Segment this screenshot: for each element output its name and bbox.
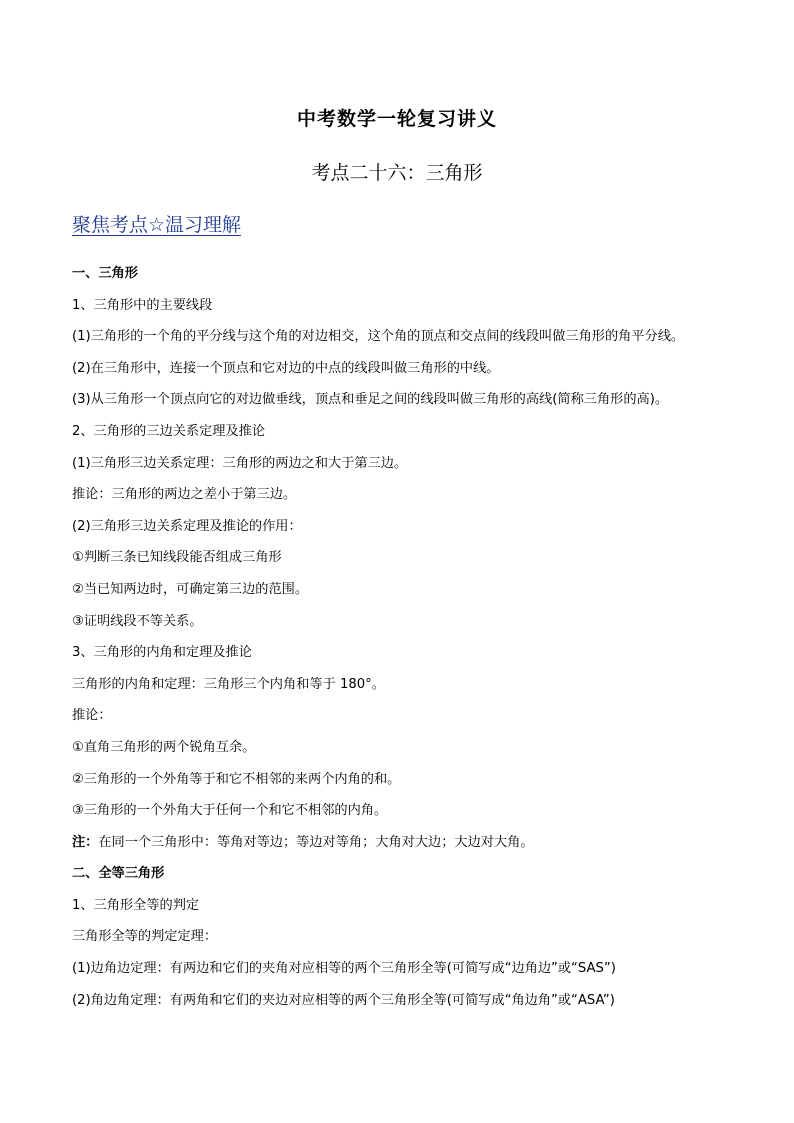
body-line: ③证明线段不等关系。: [72, 613, 203, 629]
document-body: [72, 258, 732, 1016]
section-title: 二、全等三角形: [72, 866, 165, 882]
body-line: 3、三角形的内角和定理及推论: [72, 645, 252, 661]
note-prefix: 注：: [72, 834, 99, 850]
section-title: 一、三角形: [72, 266, 138, 281]
body-line: ③三角形的一个外角大于任何一个和它不相邻的内角。: [72, 803, 388, 819]
body-line: ①判断三条已知线段能否组成三角形: [72, 550, 282, 566]
body-line: 推论：: [72, 708, 112, 724]
note-line: [72, 827, 732, 859]
body-line: 1、三角形中的主要线段: [72, 297, 213, 313]
document-subtitle: 考点二十六：三角形: [311, 162, 483, 184]
note-text: 在同一个三角形中：等角对等边；等边对等角；大角对大边；大边对大角。: [98, 834, 534, 850]
body-line: 推论：三角形的两边之差小于第三边。: [72, 487, 297, 503]
body-line: (2)在三角形中，连接一个顶点和它对边的中点的线段叫做三角形的中线。: [72, 360, 500, 376]
body-line: ②当已知两边时，可确定第三边的范围。: [72, 581, 309, 597]
body-line: 三角形全等的判定定理：: [72, 929, 218, 945]
body-line: 三角形的内角和定理：三角形三个内角和等于 180°。: [72, 676, 385, 692]
body-line: (2)三角形三边关系定理及推论的作用：: [72, 518, 302, 534]
body-line: (1)三角形的一个角的平分线与这个角的对边相交，这个角的顶点和交点间的线段叫做三角形的角平分线。: [72, 329, 685, 345]
body-line: 1、三角形全等的判定: [72, 897, 200, 913]
document-title: 中考数学一轮复习讲义: [296, 108, 497, 130]
section-heading: 聚焦考点☆温习理解: [72, 214, 242, 236]
body-line: ①直角三角形的两个锐角互余。: [72, 739, 256, 755]
body-line: ②三角形的一个外角等于和它不相邻的来两个内角的和。: [72, 771, 401, 787]
body-line: (1)边角边定理：有两边和它们的夹角对应相等的两个三角形全等(可简写成“边角边”或“SAS”): [72, 961, 616, 977]
body-line: 2、三角形的三边关系定理及推论: [72, 423, 266, 439]
body-line: (1)三角形三边关系定理：三角形的两边之和大于第三边。: [72, 455, 408, 471]
body-line: (2)角边角定理：有两角和它们的夹边对应相等的两个三角形全等(可简写成“角边角”或“ASA”): [72, 992, 615, 1008]
body-line: (3)从三角形一个顶点向它的对边做垂线，顶点和垂足之间的线段叫做三角形的高线(简称三角形的高)。: [72, 392, 669, 408]
